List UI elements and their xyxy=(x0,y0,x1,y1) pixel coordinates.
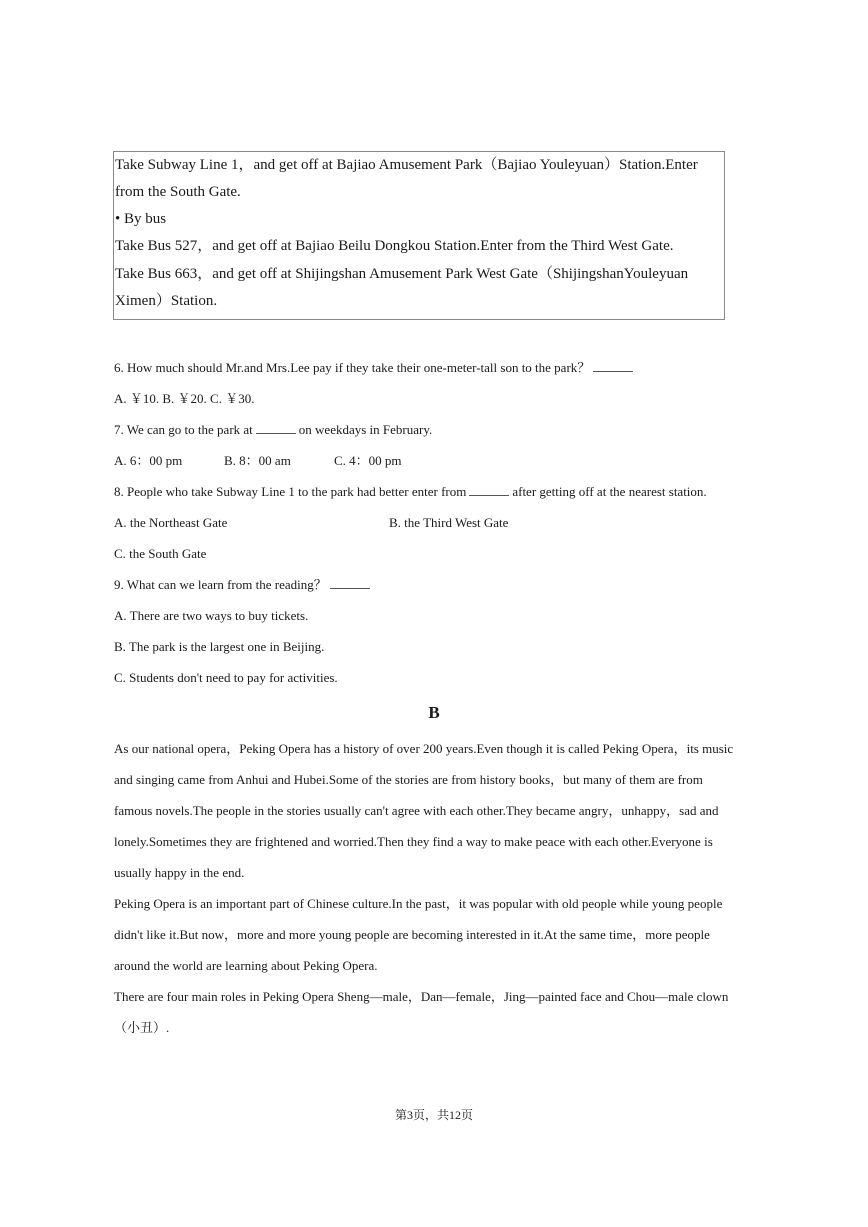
box-line: • By bus xyxy=(115,211,167,227)
question-8-text-after: after getting off at the nearest station. xyxy=(512,484,707,499)
question-8 xyxy=(114,483,707,501)
passage-line: and singing came from Anhui and Hubei.Some of the stories are from history books，but many of them are from xyxy=(114,772,703,787)
passage-line: Peking Opera is an important part of Chinese culture.In the past，it was popular with old people while young people xyxy=(114,896,723,911)
box-line: Take Bus 527，and get off at Bajiao Beilu Dongkou Station.Enter from the Third West Gate. xyxy=(115,238,674,254)
question-9-option-b: B. The park is the largest one in Beijing. xyxy=(114,639,325,654)
question-7-text-after: on weekdays in February. xyxy=(298,422,433,437)
question-8-text-before: 8. People who take Subway Line 1 to the park had better enter from xyxy=(114,484,467,499)
answer-blank[interactable] xyxy=(330,578,370,589)
passage-line: lonely.Sometimes they are frightened and worried.Then they find a way to make peace with each other.Everyone is xyxy=(114,834,713,849)
box-line: Take Subway Line 1，and get off at Bajiao Amusement Park（Bajiao Youleyuan）Station.Enter xyxy=(115,157,698,173)
question-9 xyxy=(114,576,373,594)
question-7 xyxy=(114,421,432,439)
question-9-text: 9. What can we learn from the reading？ xyxy=(114,577,327,592)
passage-line: usually happy in the end. xyxy=(114,865,245,880)
passage-line: As our national opera，Peking Opera has a history of over 200 years.Even though it is called Peking Opera，its music xyxy=(114,741,734,756)
passage-line: around the world are learning about Peking Opera. xyxy=(114,958,378,973)
question-8-option-a: A. the Northeast Gate xyxy=(114,515,228,530)
question-6-text: 6. How much should Mr.and Mrs.Lee pay if they take their one-meter-tall son to the park？ xyxy=(114,360,591,375)
box-line: from the South Gate. xyxy=(115,184,241,200)
answer-blank[interactable] xyxy=(256,423,296,434)
question-6 xyxy=(114,359,636,377)
question-7-option-a: A. 6：00 pm xyxy=(114,453,183,468)
passage-line: famous novels.The people in the stories usually can't agree with each other.They became angry，unhappy，sad and xyxy=(114,803,719,818)
box-line: Take Bus 663，and get off at Shijingshan Amusement Park West Gate（ShijingshanYouleyuan xyxy=(115,266,689,282)
page-footer: 第3页，共12页 xyxy=(394,1108,473,1122)
passage-line: didn't like it.But now，more and more young people are becoming interested in it.At the same time，more people xyxy=(114,927,710,942)
question-7-option-c: C. 4：00 pm xyxy=(334,453,402,468)
answer-blank[interactable] xyxy=(593,361,633,372)
passage-line: （小丑）. xyxy=(114,1020,170,1035)
question-9-option-a: A. There are two ways to buy tickets. xyxy=(114,608,309,623)
question-7-text-before: 7. We can go to the park at xyxy=(114,422,253,437)
question-8-option-c: C. the South Gate xyxy=(114,546,207,561)
question-8-option-b: B. the Third West Gate xyxy=(389,515,509,530)
answer-blank[interactable] xyxy=(469,485,509,496)
question-7-option-b: B. 8：00 am xyxy=(224,453,291,468)
passage-line: There are four main roles in Peking Opera Sheng—male，Dan—female，Jing—painted face and Chou—male clown xyxy=(114,989,729,1004)
question-6-options: A. ￥10. B. ￥20. C. ￥30. xyxy=(114,391,255,406)
box-line: Ximen）Station. xyxy=(115,293,218,309)
section-title: B xyxy=(428,703,440,722)
question-9-option-c: C. Students don't need to pay for activities. xyxy=(114,670,338,685)
